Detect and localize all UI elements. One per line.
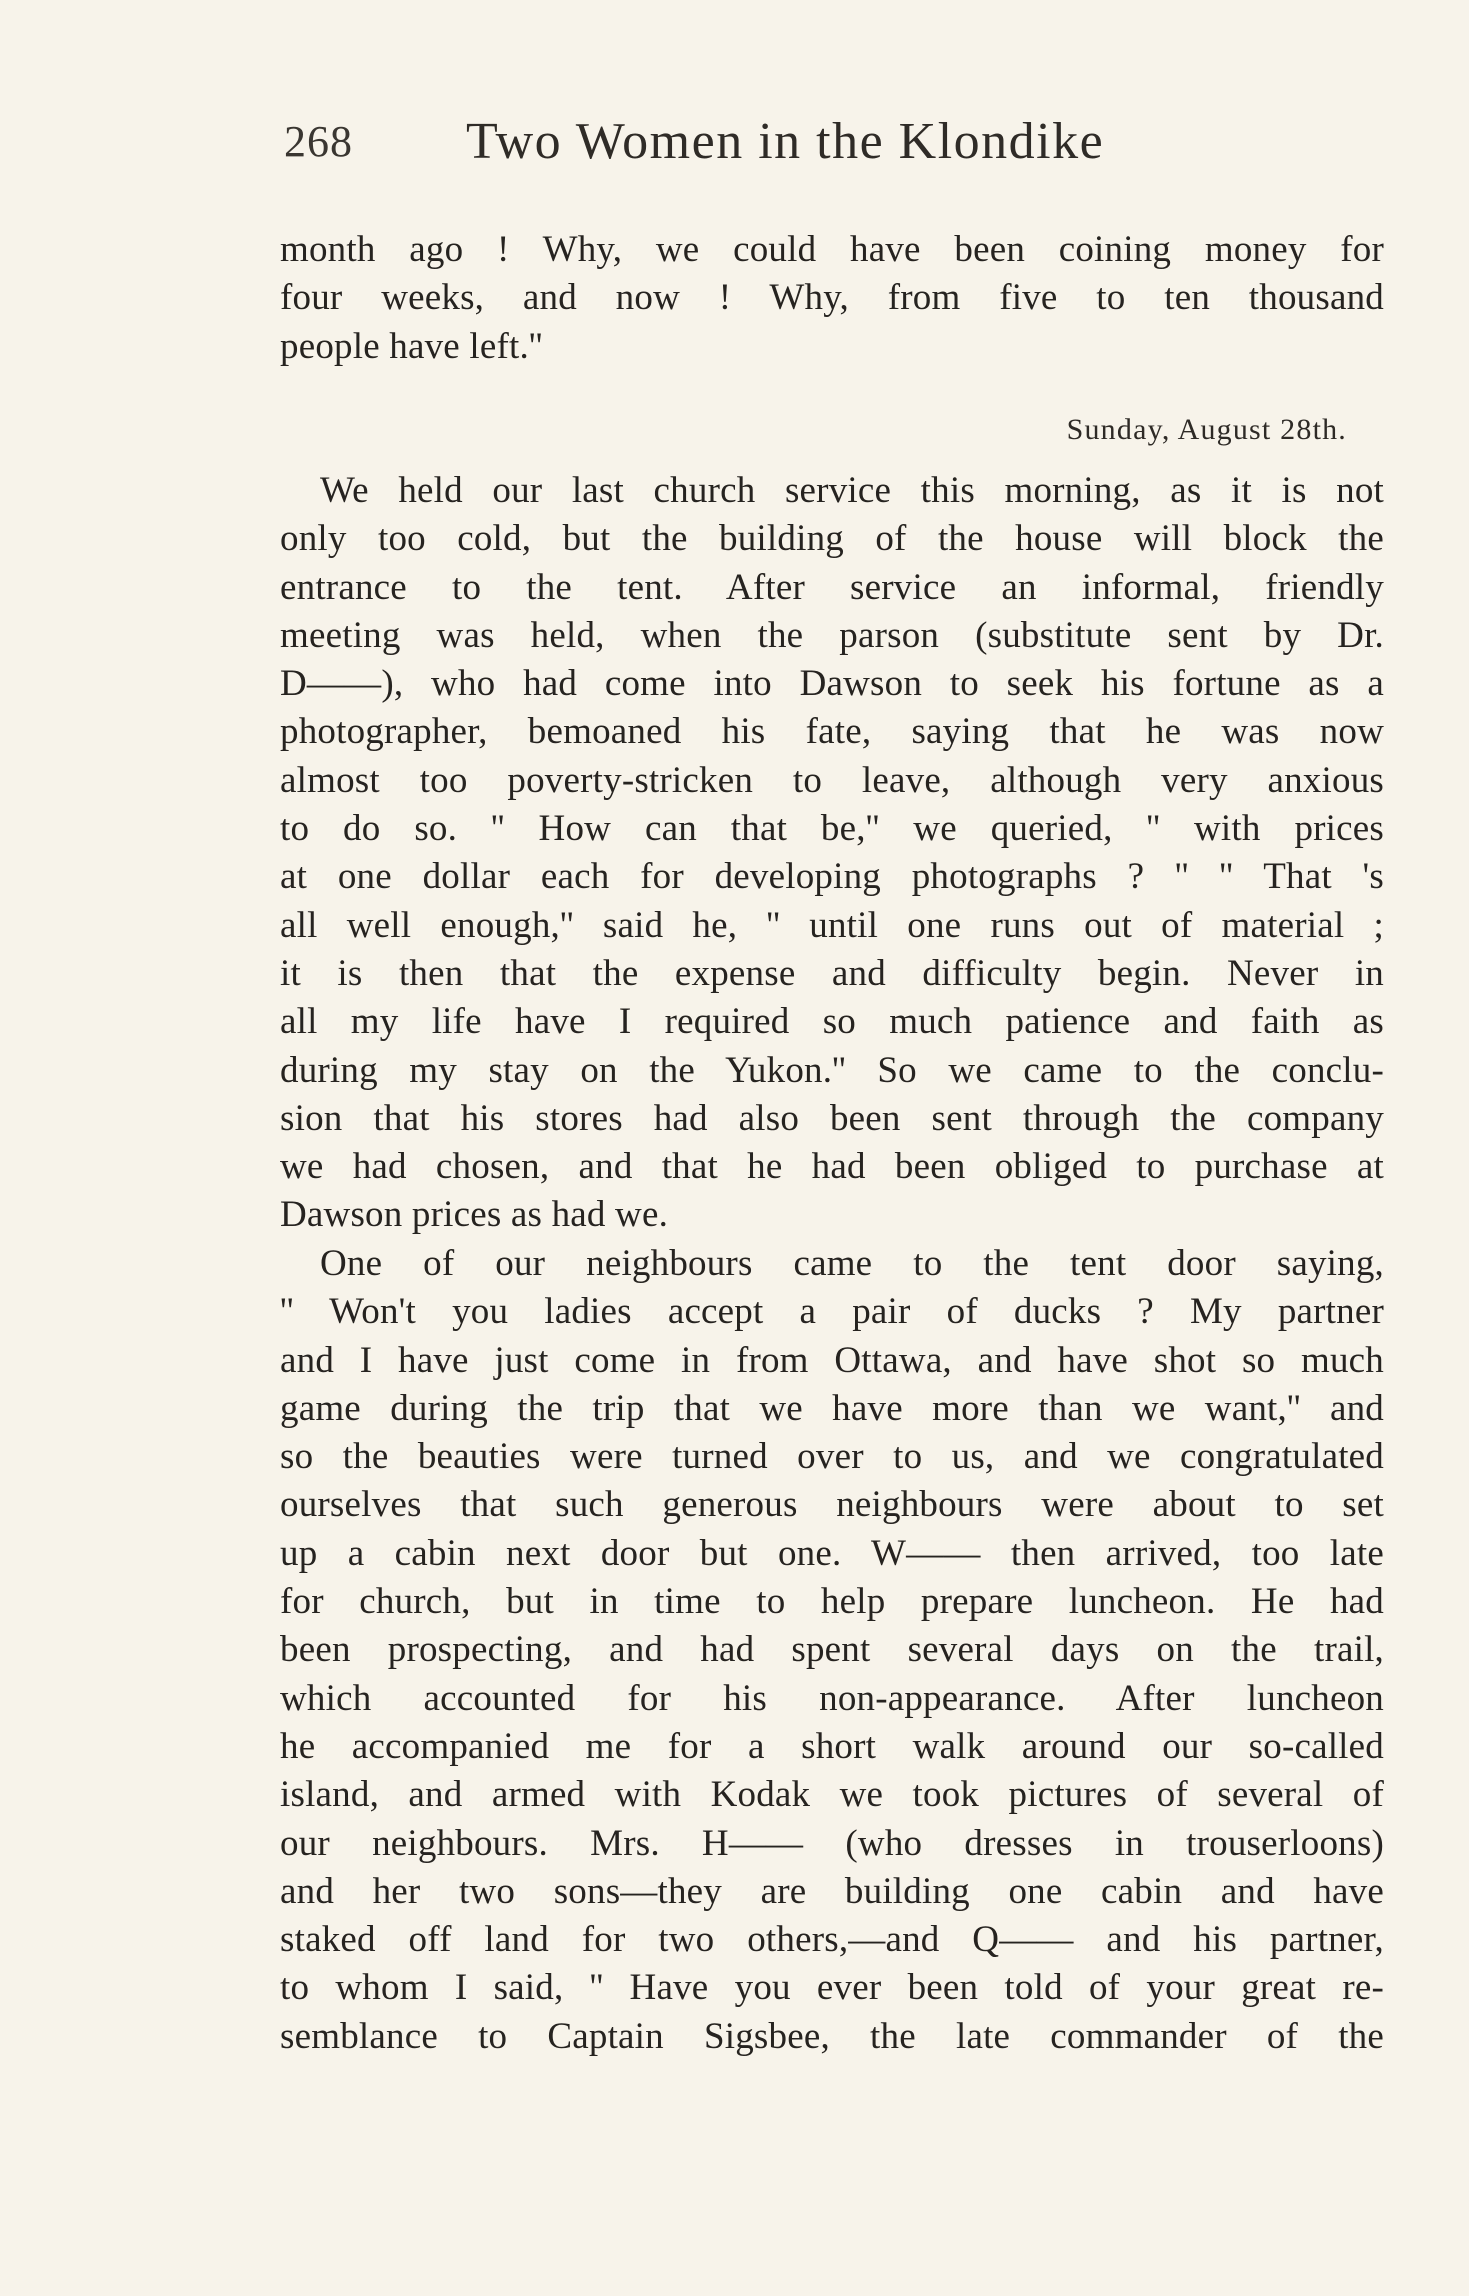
page-header xyxy=(284,112,1384,182)
text-line: photographer, bemoaned his fate, saying that he was now xyxy=(280,711,1384,753)
text-line: all my life have I required so much patience and faith as xyxy=(280,1001,1384,1043)
text-line: sion that his stores had also been sent through the company xyxy=(280,1097,1384,1139)
text-line: he accompanied me for a short walk around our so-called xyxy=(280,1725,1384,1767)
text-line: D——), who had come into Dawson to seek his fortune as a xyxy=(280,663,1384,705)
text-line: at one dollar each for developing photographs ? '' '' That 's xyxy=(280,856,1384,898)
text-line: almost too poverty-stricken to leave, although very anxious xyxy=(280,759,1384,801)
text-line: we had chosen, and that he had been obliged to purchase at xyxy=(280,1146,1384,1188)
text-line: ourselves that such generous neighbours were about to set xyxy=(280,1484,1384,1526)
text-line: and I have just come in from Ottawa, and have shot so much xyxy=(280,1339,1384,1381)
text-line: during my stay on the Yukon.'' So we came to the conclu- xyxy=(280,1049,1384,1091)
text-line: '' Won't you ladies accept a pair of ducks ? My partner xyxy=(280,1291,1384,1333)
text-line: island, and armed with Kodak we took pictures of several of xyxy=(280,1774,1384,1816)
text-line: four weeks, and now ! Why, from five to ten thousand xyxy=(280,277,1384,319)
text-line: One of our neighbours came to the tent door saying, xyxy=(320,1243,1384,1284)
text-line: for church, but in time to help prepare luncheon. He had xyxy=(280,1581,1384,1623)
text-line: people have left.'' xyxy=(280,325,543,367)
text-line: been prospecting, and had spent several days on the trail, xyxy=(280,1629,1384,1671)
text-line: Dawson prices as had we. xyxy=(280,1194,669,1236)
text-line: up a cabin next door but one. W—— then arrived, too late xyxy=(280,1532,1384,1574)
text-line: semblance to Captain Sigsbee, the late commander of the xyxy=(280,2015,1384,2057)
text-line: to do so. '' How can that be,'' we queried, '' with prices xyxy=(280,808,1384,850)
text-line: our neighbours. Mrs. H—— (who dresses in trouserloons) xyxy=(280,1822,1384,1864)
paragraph-church-service xyxy=(280,467,1384,1240)
text-line: month ago ! Why, we could have been coining money for xyxy=(280,229,1384,270)
dateline: Sunday, August 28th. xyxy=(1066,413,1347,446)
page-number: 268 xyxy=(284,117,353,166)
text-line: game during the trip that we have more than we want,'' and xyxy=(280,1387,1384,1429)
text-line: so the beauties were turned over to us, and we congratulated xyxy=(280,1436,1384,1478)
running-title: Two Women in the Klondike xyxy=(466,113,1105,170)
continuation-paragraph xyxy=(280,226,1384,371)
text-line: and her two sons—they are building one cabin and have xyxy=(280,1870,1384,1912)
text-line: only too cold, but the building of the house will block the xyxy=(280,518,1384,560)
text-line: entrance to the tent. After service an informal, friendly xyxy=(280,566,1384,608)
text-line: which accounted for his non-appearance. After luncheon xyxy=(280,1677,1384,1719)
text-line: We held our last church service this morning, as it is not xyxy=(320,470,1384,511)
paragraph-neighbours xyxy=(280,1240,1384,2061)
text-line: it is then that the expense and difficulty begin. Never in xyxy=(280,952,1384,994)
text-line: meeting was held, when the parson (substitute sent by Dr. xyxy=(280,614,1384,656)
text-line: to whom I said, '' Have you ever been told of your great re- xyxy=(280,1967,1384,2009)
text-line: all well enough,'' said he, '' until one runs out of material ; xyxy=(280,904,1384,946)
text-line: staked off land for two others,—and Q—— and his partner, xyxy=(280,1919,1384,1961)
